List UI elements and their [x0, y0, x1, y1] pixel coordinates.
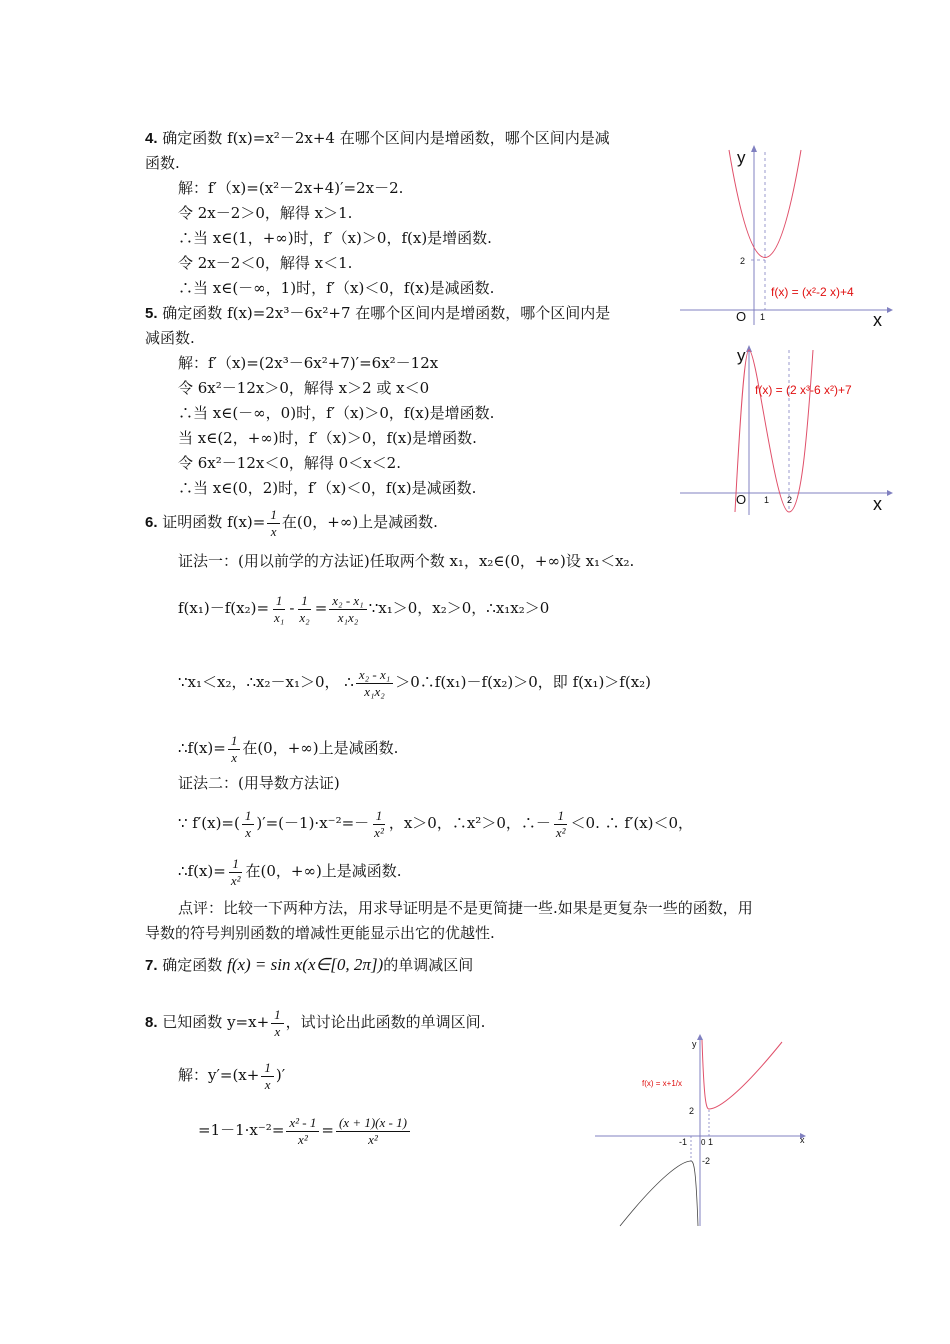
fraction-1-over-x: [242, 808, 255, 841]
fraction-numerator: 1: [554, 808, 567, 825]
fraction-denominator: x₁: [274, 609, 285, 625]
method-2-conclusion: [178, 851, 402, 891]
solution-line: 解：f′（x)=(2x³－6x²+7)′=6x²－12x: [178, 354, 439, 372]
fraction-denominator: x: [245, 824, 251, 840]
problem-number: 4.: [145, 130, 158, 147]
x-tick-label: 1: [708, 1137, 714, 1147]
fraction-denominator: x: [264, 1076, 271, 1092]
solution-line: 令 2x－2＞0，解得 x＞1.: [178, 204, 353, 222]
fraction-numerator: 1: [229, 856, 242, 873]
fraction-denominator: x²: [230, 872, 241, 888]
minus-sign: -: [289, 599, 295, 617]
equals-sign: =: [321, 1121, 334, 1139]
x-axis-label: x: [800, 1135, 805, 1145]
y-axis-label: y: [737, 346, 746, 365]
fraction-1-over-x: [228, 733, 241, 766]
solution-line: 令 2x－2＜0，解得 x＜1.: [178, 254, 353, 272]
statement-text: ，试讨论出此函数的单调区间.: [285, 1013, 486, 1031]
method-2-heading: 证法二：(用导数方法证): [178, 774, 340, 792]
fraction-numerator: 1: [267, 507, 280, 524]
y-axis-arrow-icon: [751, 145, 757, 152]
expression-text: f(x₁)－f(x₂)=: [178, 599, 270, 617]
statement-text: 确定函数: [162, 956, 223, 974]
y-axis-arrow-icon: [746, 345, 752, 352]
fraction-denominator: x²: [368, 1131, 378, 1147]
statement-text: 证明函数 f(x)=: [162, 513, 266, 531]
fraction-numerator: x₂ - x₁: [356, 667, 393, 684]
fraction-diff-over-product: [329, 593, 366, 626]
fraction-numerator: (x + 1)(x - 1): [336, 1115, 410, 1132]
problem-4-statement: [145, 128, 610, 149]
fraction-denominator: x₁x₂: [337, 609, 359, 625]
fraction-denominator: x²: [374, 824, 384, 840]
statement-text: 的单调减区间: [383, 956, 474, 974]
solution-line: [198, 1108, 412, 1152]
fraction-1-over-x1: [271, 593, 287, 626]
solution-line: 解：f′（x)=(x²－2x+4)′=2x－2.: [178, 179, 404, 197]
origin-label: O: [736, 309, 747, 324]
x-axis-arrow-icon: [887, 307, 893, 313]
y-axis-label: y: [737, 148, 746, 167]
problem-number: 8.: [145, 1014, 158, 1031]
problem-6-statement: [145, 503, 438, 542]
problem-8-statement: [145, 1002, 485, 1043]
fraction-denominator: x₂: [299, 609, 310, 625]
x-axis-label: x: [873, 310, 882, 330]
fraction-1-over-x-squared: [371, 808, 387, 841]
expression-text: 解：y′=(x+: [178, 1066, 260, 1084]
fraction-1-over-x: [267, 507, 280, 540]
left-branch-curve: [620, 1161, 698, 1226]
y-tick-label: -2: [702, 1156, 711, 1166]
fraction-denominator: x²: [555, 824, 566, 840]
y-axis-label: y: [692, 1039, 697, 1049]
solution-line: ∴当 x∈(－∞，1)时，f′（x)＜0，f(x)是减函数.: [178, 279, 495, 297]
method-1-heading: 证法一：(用以前学的方法证)任取两个数 x₁，x₂∈(0，+∞)设 x₁＜x₂.: [178, 552, 635, 570]
fraction-numerator: 1: [271, 1007, 284, 1024]
y-tick-label: 2: [740, 256, 746, 266]
reciprocal-sum-graph: [590, 1030, 815, 1230]
cubic-graph: [675, 340, 895, 520]
expression-text: ＞0∴f(x₁)－f(x₂)＞0，即 f(x₁)＞f(x₂): [395, 673, 652, 691]
expression-text: ＜0. ∴ f′(x)＜0，: [570, 814, 694, 832]
solution-line: ∴当 x∈(1，+∞)时，f′（x)＞0，f(x)是增函数.: [178, 229, 492, 247]
x-tick-label: 1: [760, 312, 766, 322]
fraction-numerator: 1: [373, 808, 386, 825]
x-tick-label: 2: [787, 495, 793, 505]
fraction-diff-over-product: [356, 667, 393, 700]
problem-4-statement-cont: 函数.: [145, 154, 180, 172]
fraction-1-over-x: [271, 1007, 284, 1040]
expression-text: )′: [275, 1066, 286, 1084]
comment-line: 点评：比较一下两种方法，用求导证明是不是更简捷一些.如果是更复杂一些的函数，用: [178, 899, 753, 917]
fraction-numerator: 1: [298, 593, 311, 610]
fraction-denominator: x: [274, 1023, 281, 1039]
expression-text: 在(0，+∞)上是减函数.: [242, 739, 399, 757]
solution-line: 当 x∈(2，+∞)时，f′（x)＞0，f(x)是增函数.: [178, 429, 477, 447]
problem-7-statement: [145, 952, 473, 979]
x-axis-arrow-icon: [887, 490, 893, 496]
fraction-numerator: x² - 1: [286, 1115, 319, 1132]
solution-line: ∴当 x∈(0，2)时，f′（x)＜0，f(x)是减函数.: [178, 479, 477, 497]
y-tick-label: 2: [689, 1106, 695, 1116]
expression-text: ∵ f′(x)=(: [178, 814, 240, 832]
sine-formula: f(x) = sin x(x∈[0, 2π]): [227, 955, 384, 974]
fraction-numerator: 1: [273, 593, 286, 610]
comment-line: 导数的符号判别函数的增减性更能显示出它的优越性.: [145, 924, 495, 942]
solution-line: [178, 1055, 285, 1095]
fraction-1-over-x-squared: [553, 808, 569, 841]
fraction-denominator: x: [231, 749, 237, 765]
right-branch-curve: [702, 1040, 782, 1109]
expression-text: ∵x₁＞0，x₂＞0，∴x₁x₂＞0: [368, 599, 550, 617]
method-1-step-2: [178, 660, 651, 704]
y-axis-arrow-icon: [697, 1034, 703, 1040]
problem-number: 5.: [145, 305, 158, 322]
statement-text: 已知函数 y=x+: [162, 1013, 270, 1031]
fraction-numerator: 1: [242, 808, 255, 825]
method-2-step-1: [178, 803, 693, 843]
problem-5-statement: [145, 303, 610, 324]
solution-line: 令 6x²－12x＞0，解得 x＞2 或 x＜0: [178, 379, 430, 397]
fraction-1-over-x: [261, 1060, 274, 1093]
method-1-conclusion: [178, 728, 398, 768]
origin-label: 0: [701, 1138, 706, 1147]
x-tick-label: -1: [679, 1137, 688, 1147]
x-axis-label: x: [873, 494, 882, 514]
fraction-denominator: x: [270, 523, 277, 539]
function-label: f(x) = (2 x³-6 x²)+7: [755, 383, 852, 397]
origin-label: O: [736, 492, 747, 507]
expression-text: =1－1·x⁻²=: [198, 1121, 285, 1139]
problem-number: 7.: [145, 957, 158, 974]
fraction-factored-over-x2: [336, 1115, 410, 1148]
x-tick-label: 1: [764, 495, 770, 505]
method-1-step-1: [178, 586, 549, 630]
fraction-denominator: x²: [298, 1131, 308, 1147]
solution-line: ∴当 x∈(－∞，0)时，f′（x)＞0，f(x)是增函数.: [178, 404, 495, 422]
expression-text: ∴f(x)=: [178, 739, 226, 757]
fraction-denominator: x₁x₂: [364, 683, 385, 699]
expression-text: 在(0，+∞)上是减函数.: [245, 862, 402, 880]
fraction-x2minus1-over-x2: [286, 1115, 319, 1148]
expression-text: ∴f(x)=: [178, 862, 226, 880]
expression-text: ，x＞0，∴x²＞0，∴－: [388, 814, 551, 832]
expression-text: )′=(－1)·x⁻²=－: [256, 814, 370, 832]
function-label: f(x) = (x²-2 x)+4: [771, 285, 854, 299]
parabola-graph: [675, 140, 895, 330]
expression-text: ∵x₁＜x₂，∴x₂－x₁＞0， ∴: [178, 673, 354, 691]
fraction-numerator: 1: [261, 1060, 274, 1077]
fraction-1-over-x-squared: [228, 856, 244, 889]
fraction-1-over-x2: [296, 593, 312, 626]
problem-number: 6.: [145, 514, 158, 531]
solution-line: 令 6x²－12x＜0，解得 0＜x＜2.: [178, 454, 401, 472]
statement-text: 确定函数 f(x)=x²－2x+4 在哪个区间内是增函数，哪个区间内是减: [162, 129, 610, 147]
fraction-numerator: x₂ - x₁: [329, 593, 366, 610]
problem-5-statement-cont: 减函数.: [145, 329, 195, 347]
statement-text: 在(0，+∞)上是减函数.: [281, 513, 438, 531]
cubic-curve: [735, 350, 813, 512]
function-label: f(x) = x+1/x: [642, 1079, 683, 1088]
equals-sign: =: [314, 599, 328, 617]
statement-text: 确定函数 f(x)=2x³－6x²+7 在哪个区间内是增函数，哪个区间内是: [162, 304, 611, 322]
fraction-numerator: 1: [228, 733, 241, 750]
